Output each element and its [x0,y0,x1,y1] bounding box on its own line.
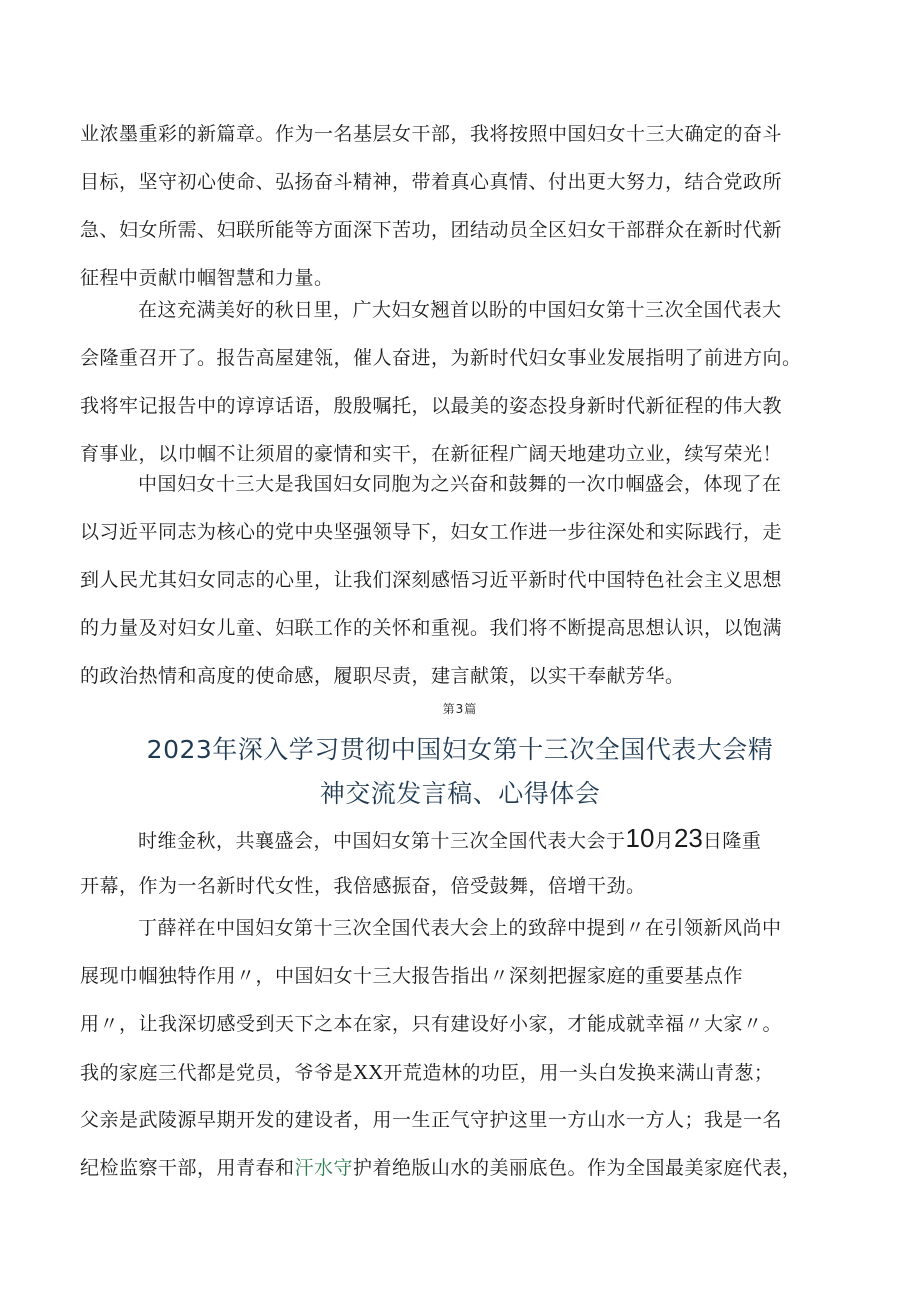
text-line: 在这充满美好的秋日里，广大妇女翘首以盼的中国妇女第十三次全国代表大 [138,299,782,321]
placeholder-xx: XX [353,1060,384,1084]
text-line: 父亲是武陵源早期开发的建设者，用一生正气守护这里一方山水一方人；我是一名 [80,1109,783,1131]
paragraph-congress [80,460,850,700]
text-line: 会隆重召开了。报告高屋建瓴，催人奋进，为新时代妇女事业发展指明了前进方向。 [80,347,802,369]
text-line: 中国妇女十三大是我国妇女同胞为之兴奋和鼓舞的一次巾帼盛会，体现了在 [138,473,782,495]
text-line: 丁薛祥在中国妇女第十三次全国代表大会上的致辞中提到〃在引领新风尚中 [138,917,782,939]
date-day: 23 [673,823,703,853]
text-line: 征程中贡献巾帼智慧和力量。 [80,267,334,289]
highlighted-text: 汗水守 [294,1157,354,1179]
text-line: 我将牢记报告中的谆谆话语，殷殷嘱托，以最美的姿态投身新时代新征程的伟大教 [80,395,783,417]
text-segment: 纪检监察干部，用青春和 [80,1157,295,1179]
text-line: 急、妇女所需、妇联所能等方面深下苦功，团结动员全区妇女干部群众在新时代新 [80,219,783,241]
text-segment: 月 [654,830,674,852]
text-segment: 时维金秋，共襄盛会，中国妇女第十三次全国代表大会于 [138,830,626,852]
text-line [80,1144,850,1192]
text-segment: 开荒造林的功臣，用一头白发换来满山青葱； [383,1062,774,1084]
text-line: 的力量及对妇女儿童、妇联工作的关怀和重视。我们将不断提高思想认识，以饱满 [80,617,783,639]
text-line: 业浓墨重彩的新篇章。作为一名基层女干部，我将按照中国妇女十三大确定的奋斗 [80,123,783,145]
section-title-line-2: 神交流发言稿、心得体会 [319,779,601,808]
section-title-line-1: 2023年深入学习贯彻中国妇女第十三次全国代表大会精 [146,735,774,764]
text-line [80,814,850,862]
text-line: 以习近平同志为核心的党中央坚强领导下，妇女工作进一步往深处和实际践行，走 [80,521,783,543]
text-line: 到人民尤其妇女同志的心里，让我们深刻感悟习近平新时代中国特色社会主义思想 [80,569,783,591]
text-line: 展现巾帼独特作用〃，中国妇女十三大报告指出〃深刻把握家庭的重要基点作 [80,965,744,987]
intro-paragraph [80,110,850,302]
section-label: 第3篇 [442,702,478,716]
paragraph-opening [80,814,850,910]
text-line: 育事业，以巾帼不让须眉的豪情和实干，在新征程广阔天地建功立业，续写荣光！ [80,443,783,465]
date-month: 10 [625,823,655,853]
text-line: 的政治热情和高度的使命感，履职尽责，建言献策，以实干奉献芳华。 [80,665,685,687]
text-line: 用〃，让我深切感受到天下之本在家，只有建设好小家，才能成就幸福〃大家〃。 [80,1013,783,1035]
paragraph-family [80,904,850,1192]
text-line: 目标，坚守初心使命、弘扬奋斗精神，带着真心真情、付出更大努力，结合党政所 [80,171,783,193]
paragraph-autumn [80,286,850,478]
text-segment: 护着绝版山水的美丽底色。作为全国最美家庭代表， [353,1157,802,1179]
text-segment: 日隆重 [702,830,762,852]
text-line: 开幕，作为一名新时代女性，我倍感振奋，倍受鼓舞，倍增干劲。 [80,875,646,897]
text-line [80,1048,850,1096]
text-segment: 我的家庭三代都是党员，爷爷是 [80,1062,354,1084]
